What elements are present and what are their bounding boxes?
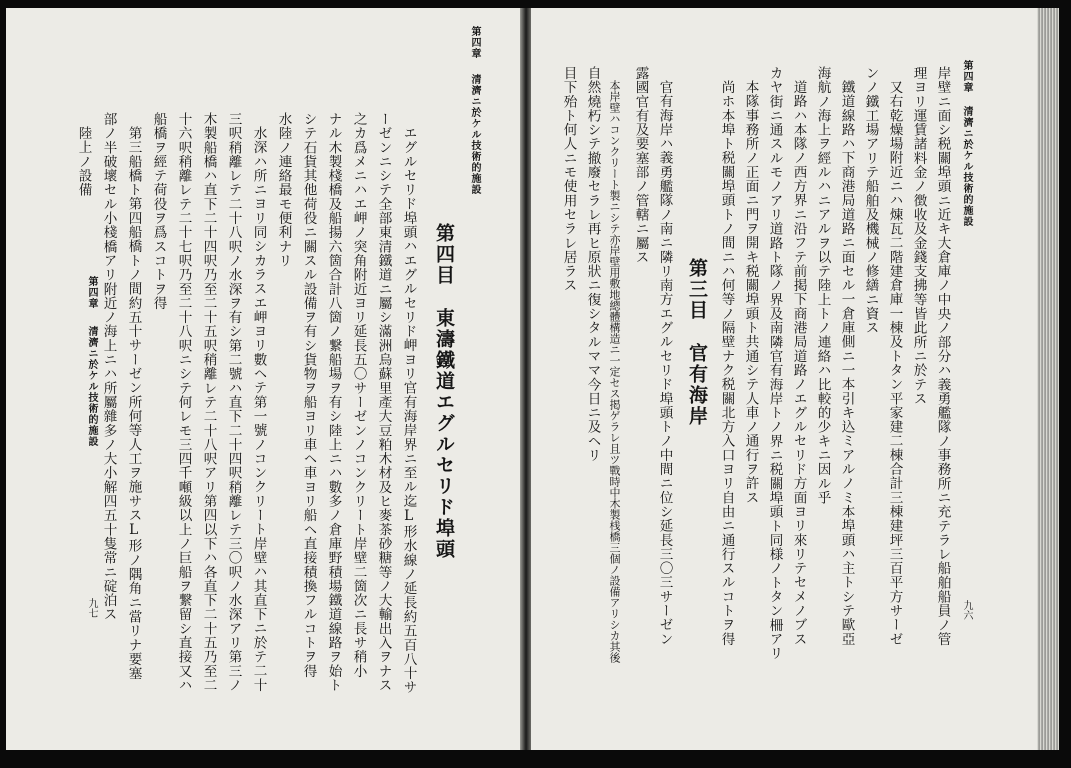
left-line-2: ーゼンニシテ全部東清鐵道ニ屬シ滿洲烏蘇里產大豆粕木材及ヒ麥茶砂糖等ノ大輸出入ヲナス: [375, 112, 392, 693]
right-line-10: 尚ホ本埠ト税關埠頭トノ間ニハ何等ノ隔壁ナク税關北方入口ヨリ自由ニ通行スルコトヲ得: [718, 80, 735, 646]
section-4-heading: [434, 223, 453, 560]
section-3-line-1: 官有海岸ハ義勇艦隊ノ南ニ隣リ南方エグルセリド埠頭トノ中間ニ位シ延長三〇三サーゼン: [656, 80, 673, 646]
section-3-line-5: 目下殆ト何人ニモ使用セラレ居ラス: [560, 66, 577, 293]
right-line-7: 道路ハ本隊ノ西方界ニ沿フテ前掲下商港局道路ノエグルセリド方面ヨリ來リテセメノブス: [790, 80, 807, 646]
section-3-line-4: 自然燒朽シテ撤廢セラレ再ヒ原狀ニ復シタルママ今日ニ及ヘリ: [584, 66, 601, 463]
right-line-2: 理ヨリ運賃諸料金ノ徴收及金錢支拂等皆此所ニ於テス: [910, 66, 927, 406]
left-line-3: 之カ爲メニハエ岬ノ突角附近ヨリ延長五〇サーゼンノコンクリート岸壁二箇次ニ長サ稍小: [350, 112, 367, 678]
left-line-12: 第三船橋ト第四船橋トノ間約五十サーゼン所何等人工ヲ施サスL形ノ隅角ニ當リナ要塞: [125, 126, 142, 681]
section-3-heading: [687, 258, 706, 427]
page-stack-edge: [1037, 8, 1059, 750]
book-gutter: [520, 8, 531, 750]
left-line-7: 水深ハ所ニヨリ同シカラスエ岬ヨリ數ヘテ第一號ノコンクリート岸壁ハ其直下ニ於テ二十: [250, 126, 267, 692]
left-line-8: 三呎稍離レテ二十八呎ノ水深ヲ有シ第二號ハ直下二十四呎稍離レテ三〇呎ノ水深アリ第三ノ: [225, 112, 242, 693]
left-line-9: 木製船橋ハ直下二十四呎乃至二十五呎稍離レテ二十八呎アリ第四以下ハ各直下二十五乃至二: [200, 112, 217, 693]
left-line-5: シテ石貨其他荷役ニ關スル設備ヲ有シ貨物ヲ船ヨリ車ヘ車ヨリ船ヘ直接積換フルコトヲ得: [300, 112, 317, 678]
left-page-number: 九七: [86, 598, 97, 618]
right-line-6: 海航ノ海上ヲ經ルハニアルヲ以テ陸上トノ連絡ハ比較的少キニ因ル乎: [814, 66, 831, 505]
left-line-13: 部ノ半破壞セル小棧橋アリ附近ノ海上ニハ所屬雜多ノ大小解四五十隻常ニ碇泊ス: [100, 112, 117, 622]
left-line-14: 陸上ノ設備: [75, 126, 92, 197]
left-running-title: 清濟ニ於ケル技術的施設: [469, 74, 480, 195]
section-3-line-3: 本岸壁ハコンクリート製ニシテ亦岸壁用敷地總體構造ニ一定セス掲ゲラレ且ツ戰時中木製桟橋三個ノ設備アリシカ其後: [608, 80, 621, 663]
left-line-1: エグルセリド埠頭ハエグルセリド岬ヨリ官有海岸界ニ至ル迄L形水線ノ延長約五百八十サ: [400, 126, 417, 695]
right-running-title: 清濟ニ於ケル技術的施設: [961, 106, 972, 227]
right-line-3: 又右乾燥場附近ニハ煉瓦二階建倉庫一棟及トタン平家建二棟合計三棟建坪三百平方サーゼ: [886, 80, 903, 646]
right-line-9: 本隊事務所ノ正面ニ門ヲ開キ税關埠頭ト共通シテ人車ノ通行ヲ許ス: [742, 80, 759, 505]
right-line-1: 岸壁ニ面シ税關埠頭ニ近キ大倉庫ノ中央ノ部分ハ義勇艦隊ノ事務所ニ充テラレ船舶船員ノ管: [934, 66, 951, 647]
left-footer-chapter: 第四章: [86, 276, 97, 309]
section-4-number: 第四目: [433, 223, 455, 286]
section-3-number: 第三目: [686, 258, 708, 321]
right-line-8: カヤ街ニ通スルモノアリ道路ト隊ノ界及南隣官有海岸トノ界ニ税關埠頭ト同様ノトタン柵アリ: [766, 66, 783, 661]
right-line-4: ンノ鐵工場アリテ船舶及機械ノ修繕ニ資ス: [862, 66, 879, 335]
right-running-chapter: 第四章: [961, 60, 972, 93]
section-3-title: 官有海岸: [686, 343, 708, 427]
right-page: [531, 8, 1037, 750]
left-line-10: 十六呎稍離レテ二十七呎乃至二十八呎ニシテ何レモ三四千噸級以上ノ巨船ヲ繋留シ直接又ハ: [175, 112, 192, 693]
section-3-line-2: 露國官有及要塞部ノ管轄ニ屬ス: [632, 66, 649, 265]
left-line-11: 船橋ヲ經テ荷役ヲ爲スコトヲ得: [150, 112, 167, 311]
right-page-number: 九六: [961, 600, 972, 620]
left-page: [6, 8, 520, 750]
left-line-6: 水陸ノ連絡最モ便利ナリ: [275, 112, 292, 268]
left-running-chapter: 第四章: [469, 26, 480, 59]
left-line-4: ナル木製棧橋及船揚六箇合計八箇ノ繋船場ヲ有シ陸上ニハ數多ノ倉庫野積場鐵道線路ヲ始ト: [325, 112, 342, 693]
left-footer-title: 清濟ニ於ケル技術的施設: [86, 326, 97, 447]
right-line-5: 鐵道線路ハ下商港局道路ニ面セル一倉庫側ニ一本引キ込ミアルノミ本埠頭ハ主トシテ歐亞: [838, 80, 855, 646]
section-4-title: 東濤鐵道エグルセリド埠頭: [433, 308, 455, 560]
